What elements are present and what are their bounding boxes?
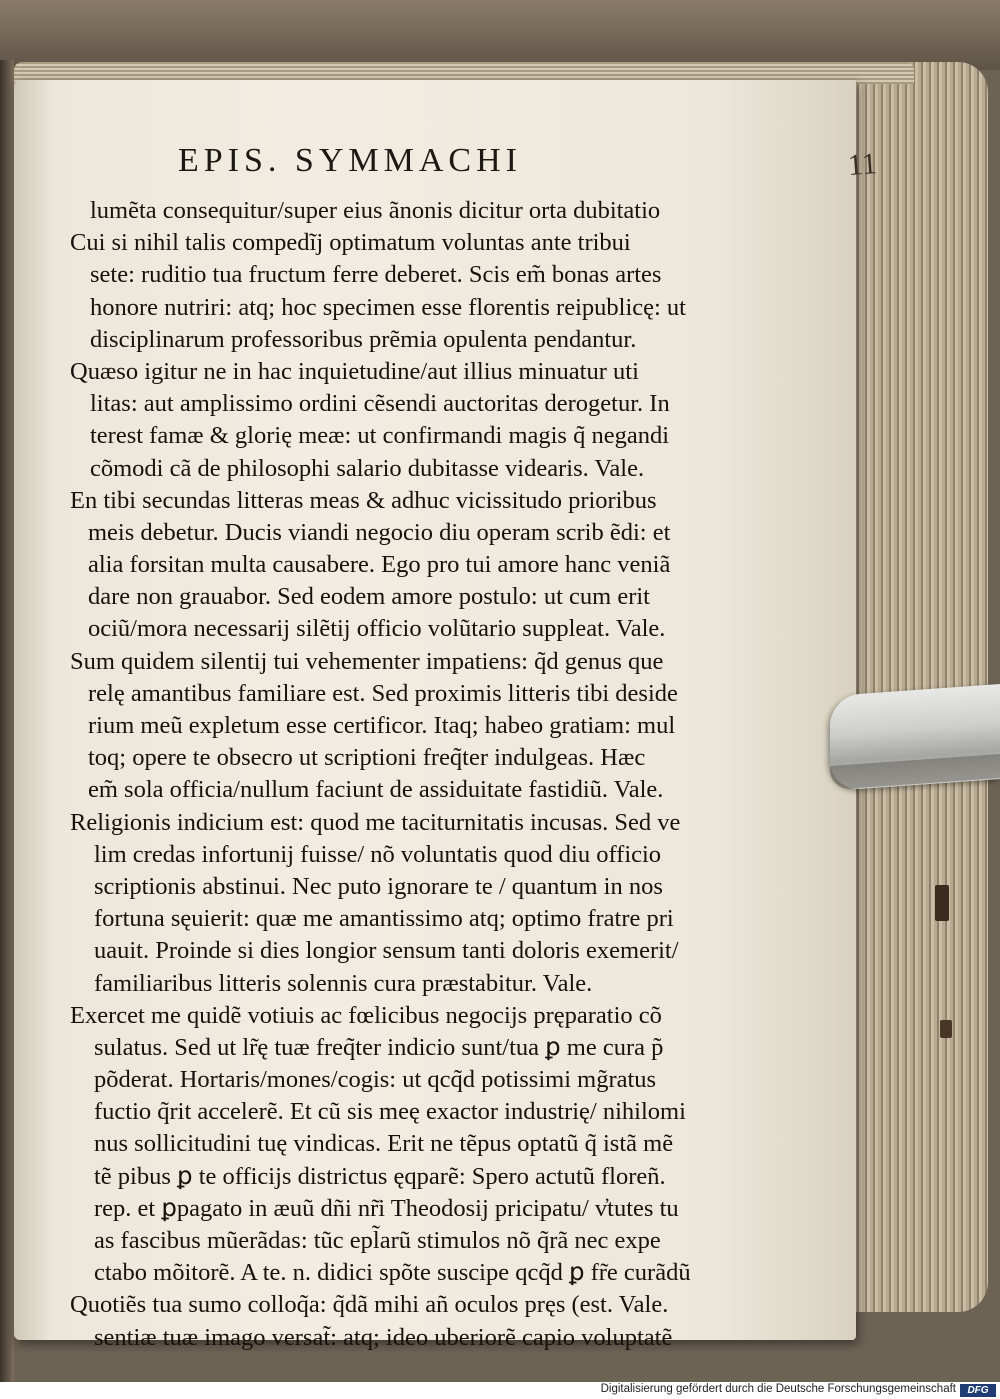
letter-text bbox=[70, 195, 750, 1354]
text-line: honore nutriri: atq; hoc specimen esse florentis reipublicę: ut bbox=[90, 293, 686, 321]
text-line: Exercet me quidẽ votiuis ac fœlicibus negocijs pręparatio cõ bbox=[70, 1001, 662, 1029]
text-line: fortuna sęuierit: quæ me amantissimo atq; optimo fratre pri bbox=[94, 905, 674, 933]
binding-damage bbox=[940, 1020, 952, 1038]
text-line: uauit. Proinde si dies longior sensum tanti doloris exemerit/ bbox=[94, 937, 679, 965]
text-line: disciplinarum professoribus prẽmia opulenta pendantur. bbox=[90, 325, 637, 353]
funding-credit: Digitalisierung gefördert durch die Deutsche Forschungsgemeinschaft bbox=[600, 1383, 956, 1395]
text-line: Religionis indicium est: quod me taciturnitatis incusas. Sed ve bbox=[70, 808, 681, 836]
text-line: litas: aut amplissimo ordini cẽsendi auctoritas derogetur. In bbox=[90, 390, 670, 418]
text-line: ctabo mõitorẽ. A te. n. didici spõte suscipe qcq̃d ꝑ fr̃e curãdũ bbox=[94, 1259, 691, 1287]
text-line: toq; opere te obsecro ut scriptioni freq̃ter indulgeas. Hæc bbox=[88, 744, 646, 772]
text-line: em̃ sola officia/nullum faciunt de assiduitate fastidiũ. Vale. bbox=[88, 776, 664, 804]
text-line: relę amantibus familiare est. Sed proximis litteris tibi deside bbox=[88, 679, 678, 707]
footer-bar bbox=[0, 1382, 1000, 1399]
text-line: ociũ/mora necessarij silẽtij officio volũtario suppleat. Vale. bbox=[88, 615, 666, 643]
text-line: scriptionis abstinui. Nec puto ignorare te / quantum in nos bbox=[94, 872, 663, 900]
text-line: nus sollicitudini tuę vindicas. Erit ne tẽpus optatũ q̃ istã mẽ bbox=[94, 1130, 674, 1158]
text-line: sulatus. Sed ut lr̃ę tuæ freq̃ter indicio sunt/tua ꝑ me cura p̃ bbox=[94, 1033, 664, 1061]
text-line: Quæso igitur ne in hac inquietudine/aut illius minuatur uti bbox=[70, 357, 639, 385]
book-cover-top bbox=[0, 0, 1000, 70]
text-line: fuctio q̃rit accelerẽ. Et cũ sis meę exactor industrię/ nihilomi bbox=[94, 1098, 686, 1126]
text-line: as fascibus mũerãdas: tũc epl̃arũ stimulos nõ q̃rã nec expe bbox=[94, 1227, 661, 1254]
text-line: rium meũ expletum esse certificor. Itaq; habeo gratiam: mul bbox=[88, 712, 676, 739]
text-line: Cui si nihil talis compedĩj optimatum voluntas ante tribui bbox=[70, 229, 631, 257]
running-head: EPIS. SYMMACHI bbox=[178, 142, 522, 179]
text-line: sentiæ tuæ imago versat̃: atq; ideo uberiorẽ capio voluptatẽ bbox=[94, 1323, 673, 1351]
text-line: lim credas infortunij fuisse/ nõ voluntatis quod diu officio bbox=[94, 840, 662, 868]
text-line: terest famæ & glorię meæ: ut confirmandi magis q̃ negandi bbox=[90, 422, 670, 450]
text-line: Quotiẽs tua sumo colloq̃a: q̃dã mihi añ oculos pręs (est. Vale. bbox=[70, 1291, 669, 1319]
binding-damage bbox=[935, 885, 949, 921]
text-line: En tibi secundas litteras meas & adhuc vicissitudo prioribus bbox=[70, 486, 657, 514]
text-line: dare non grauabor. Sed eodem amore postulo: ut cum erit bbox=[88, 583, 650, 611]
text-line: rep. et ꝑpagato in æuũ dñi nr̃i Theodosij pricipatu/ v̓tutes tu bbox=[94, 1194, 679, 1222]
text-line: cõmodi cã de philosophi salario dubitasse videaris. Vale. bbox=[90, 454, 645, 482]
dfg-logo: DFG bbox=[960, 1384, 996, 1397]
folio-mark: 11 bbox=[846, 147, 878, 182]
text-line: põderat. Hortaris/mones/cogis: ut qcq̃d potissimi mg̃ratus bbox=[94, 1066, 657, 1094]
text-line: lumẽta consequitur/super eius ãnonis dicitur orta dubitatio bbox=[90, 197, 661, 224]
text-line: meis debetur. Ducis viandi negocio diu operam scrib ẽdi: et bbox=[88, 518, 671, 546]
text-line: familiaribus litteris solennis cura præstabitur. Vale. bbox=[94, 969, 593, 997]
text-line: sete: ruditio tua fructum ferre deberet. Scis em̃ bonas artes bbox=[90, 261, 662, 289]
text-line: alia forsitan multa causabere. Ego pro tui amore hanc veniã bbox=[88, 551, 671, 579]
text-line: tẽ pibus ꝑ te officijs districtus ęqparẽ: Spero actutũ floreñ. bbox=[94, 1162, 666, 1190]
book-spine-left bbox=[0, 60, 14, 1382]
text-line: Sum quidem silentij tui vehementer impatiens: q̃d genus que bbox=[70, 647, 664, 675]
